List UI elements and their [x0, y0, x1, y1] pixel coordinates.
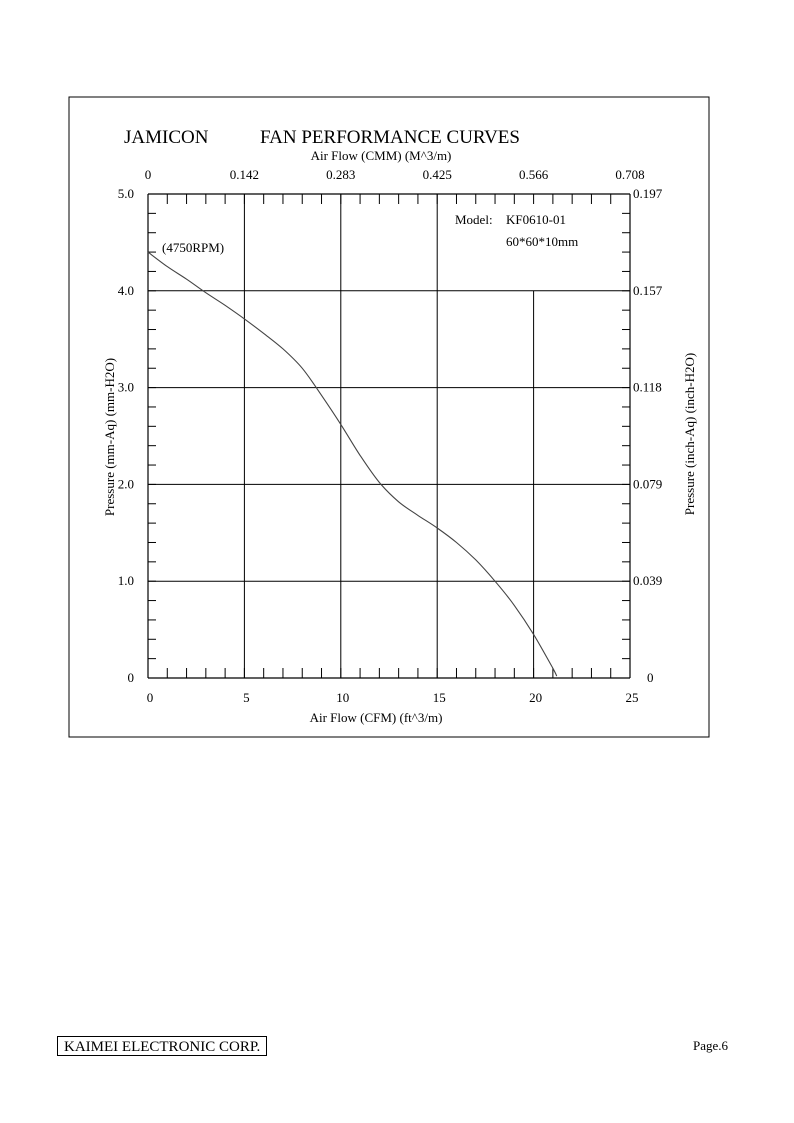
company-name: KAIMEI ELECTRONIC CORP.: [57, 1036, 267, 1056]
right-tick-label: 0.197: [633, 186, 663, 201]
top-tick-label: 0.566: [518, 167, 549, 182]
x-tick-label: 25: [625, 690, 639, 705]
performance-curve: [148, 252, 557, 676]
top-tick-label: 0.708: [615, 167, 645, 182]
right-tick-label: 0.079: [633, 476, 663, 492]
chart-title: FAN PERFORMANCE CURVES: [260, 127, 520, 148]
model-label: Model:: [455, 212, 493, 227]
x-tick-label: 20: [529, 690, 543, 705]
top-axis-label: Air Flow (CMM) (M^3/m): [310, 148, 452, 163]
x-tick-label: 10: [336, 690, 350, 705]
y-tick-label: 5.0: [117, 186, 134, 201]
y-tick-label: 2.0: [117, 476, 134, 492]
y-tick-label: 1.0: [117, 573, 134, 589]
x-tick-label: 5: [243, 690, 250, 705]
top-tick-label: 0.283: [326, 167, 356, 182]
y-tick-label: 4.0: [117, 282, 134, 298]
top-tick-label: 0: [144, 167, 152, 182]
x-tick-label: 0: [146, 690, 154, 705]
size-value: 60*60*10mm: [506, 234, 579, 249]
y-tick-label: 3.0: [117, 379, 134, 395]
right-tick-label: 0: [647, 670, 654, 685]
series-label: (4750RPM): [162, 240, 225, 255]
top-tick-label: 0.142: [229, 167, 260, 182]
right-tick-label: 0.118: [633, 379, 662, 395]
x-tick-label: 15: [432, 690, 446, 705]
y-tick-label: 0: [127, 670, 134, 685]
model-value: KF0610-01: [506, 212, 566, 227]
page-number: Page.6: [693, 1038, 729, 1053]
y-axis-label: Pressure (mm-Aq) (mm-H2O): [102, 357, 117, 517]
right-tick-label: 0.157: [633, 282, 663, 298]
brand-name: JAMICON: [124, 127, 209, 148]
right-tick-label: 0.039: [633, 573, 663, 589]
top-tick-label: 0.425: [422, 167, 452, 182]
chart-frame: [69, 97, 709, 737]
grid-and-ticks: [148, 194, 630, 678]
x-axis-label: Air Flow (CFM) (ft^3/m): [309, 710, 443, 725]
right-axis-label: Pressure (inch-Aq) (inch-H2O): [682, 352, 697, 516]
